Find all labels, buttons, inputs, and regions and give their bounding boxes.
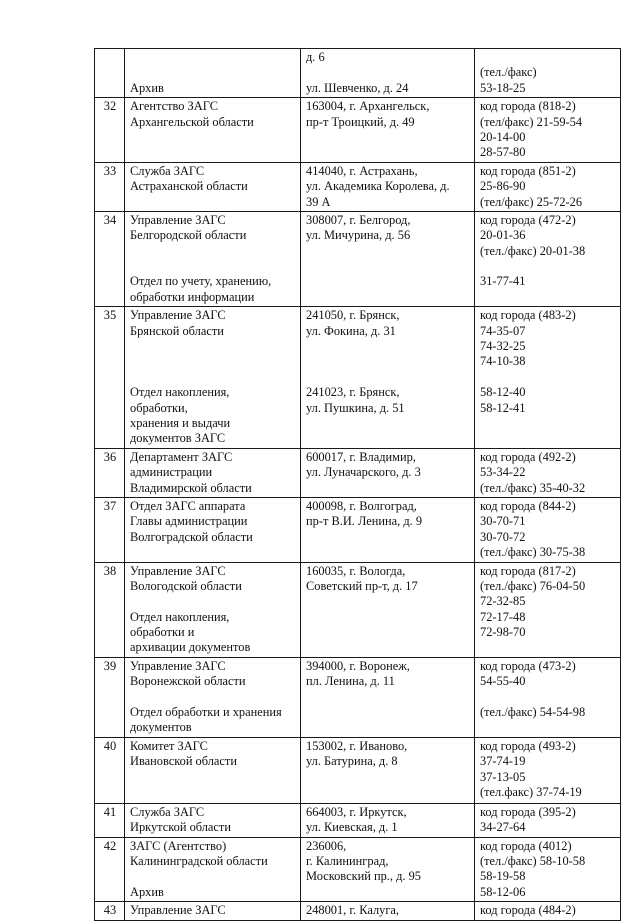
- address-line: г. Калининград,: [306, 853, 389, 868]
- row-number: 41: [103, 804, 117, 819]
- organization-cell: [125, 562, 301, 657]
- phone-cell: [475, 562, 621, 657]
- address-line: ул. Пушкина, д. 51: [306, 400, 405, 415]
- phone-line: код города (484-2): [480, 903, 576, 918]
- row-number-cell: [95, 737, 125, 803]
- row-number: 43: [103, 903, 117, 918]
- phone-line: код города (4012): [480, 838, 572, 853]
- address-line: 248001, г. Калуга,: [306, 903, 400, 918]
- registry-offices-table: [94, 48, 621, 921]
- organization-line: [130, 259, 296, 274]
- organization-line: обработки информации: [130, 289, 255, 304]
- address-line: ул. Академика Королева, д.: [306, 179, 450, 194]
- organization-cell: [125, 497, 301, 562]
- phone-line: (тел./факс) 58-10-58: [480, 853, 586, 868]
- address-cell: [301, 497, 475, 562]
- phone-line: 74-10-38: [480, 354, 526, 369]
- row-number: 34: [103, 212, 117, 227]
- organization-line: администрации: [130, 465, 213, 480]
- organization-line: Отдел по учету, хранению,: [130, 274, 272, 289]
- address-line: 160035, г. Вологда,: [306, 563, 406, 578]
- organization-cell: [125, 837, 301, 902]
- address-line: 241050, г. Брянск,: [306, 308, 400, 323]
- row-number-cell: [95, 497, 125, 562]
- phone-line: 37-74-19: [480, 754, 526, 769]
- phone-line: 58-12-06: [480, 884, 526, 899]
- phone-cell: [475, 737, 621, 803]
- address-cell: [301, 448, 475, 497]
- phone-line: (тел/факс) 21-59-54: [480, 114, 583, 129]
- phone-cell: [475, 162, 621, 211]
- organization-cell: [125, 307, 301, 449]
- address-cell: [301, 49, 475, 98]
- organization-line: Астраханской области: [130, 179, 248, 194]
- organization-line: Главы администрации: [130, 514, 248, 529]
- phone-line: код города (395-2): [480, 804, 576, 819]
- row-number: 33: [103, 163, 117, 178]
- phone-line: [480, 50, 616, 65]
- phone-cell: [475, 657, 621, 737]
- phone-line: код города (483-2): [480, 308, 576, 323]
- organization-line: Служба ЗАГС: [130, 163, 205, 178]
- address-line: ул. Киевская, д. 1: [306, 820, 398, 835]
- row-number-cell: [95, 902, 125, 921]
- address-line: [306, 370, 470, 385]
- organization-line: Управление ЗАГС: [130, 308, 226, 323]
- organization-line: архивации документов: [130, 640, 251, 655]
- phone-line: код города (844-2): [480, 498, 576, 513]
- address-line: 241023, г. Брянск,: [306, 385, 400, 400]
- phone-line: 30-70-71: [480, 514, 526, 529]
- phone-line: 37-13-05: [480, 769, 526, 784]
- address-line: 39 А: [306, 194, 331, 209]
- organization-cell: [125, 657, 301, 737]
- phone-line: код города (493-2): [480, 738, 576, 753]
- phone-line: код города (472-2): [480, 212, 576, 227]
- address-line: 664003, г. Иркутск,: [306, 804, 407, 819]
- organization-cell: [125, 49, 301, 98]
- address-line: Советский пр-т, д. 17: [306, 578, 418, 593]
- organization-line: Белгородской области: [130, 228, 247, 243]
- phone-line: [480, 259, 616, 274]
- phone-line: 54-55-40: [480, 674, 526, 689]
- table-row: [95, 837, 621, 902]
- table-row: [95, 307, 621, 449]
- phone-line: код города (473-2): [480, 658, 576, 673]
- organization-line: обработки и: [130, 625, 195, 640]
- address-line: 394000, г. Воронеж,: [306, 658, 410, 673]
- phone-line: 25-86-90: [480, 179, 526, 194]
- phone-line: (тел./факс) 54-54-98: [480, 705, 586, 720]
- phone-cell: [475, 98, 621, 163]
- organization-line: Комитет ЗАГС: [130, 738, 208, 753]
- row-number-cell: [95, 162, 125, 211]
- phone-line: [480, 690, 616, 705]
- phone-line: код города (851-2): [480, 163, 576, 178]
- table-row: [95, 803, 621, 837]
- organization-line: Управление ЗАГС: [130, 903, 226, 918]
- row-number: 37: [103, 498, 117, 513]
- address-line: 236006,: [306, 838, 347, 853]
- phone-line: (тел./факс) 35-40-32: [480, 480, 586, 495]
- organization-line: [130, 244, 296, 259]
- organization-line: ЗАГС (Агентство): [130, 838, 227, 853]
- row-number: 35: [103, 308, 117, 323]
- address-line: 308007, г. Белгород,: [306, 212, 411, 227]
- organization-line: [130, 65, 296, 80]
- organization-cell: [125, 98, 301, 163]
- address-line: 163004, г. Архангельск,: [306, 99, 430, 114]
- phone-cell: [475, 307, 621, 449]
- organization-line: документов ЗАГС: [130, 431, 226, 446]
- row-number: 38: [103, 563, 117, 578]
- organization-line: Отдел обработки и хранения: [130, 705, 282, 720]
- organization-line: Управление ЗАГС: [130, 212, 226, 227]
- phone-line: 58-12-41: [480, 400, 526, 415]
- address-cell: [301, 837, 475, 902]
- organization-line: Агентство ЗАГС: [130, 99, 218, 114]
- organization-cell: [125, 162, 301, 211]
- address-line: [306, 65, 470, 80]
- address-cell: [301, 902, 475, 921]
- organization-line: хранения и выдачи: [130, 415, 231, 430]
- phone-line: (тел./факс) 20-01-38: [480, 243, 586, 258]
- phone-line: 28-57-80: [480, 145, 526, 160]
- table-row: [95, 448, 621, 497]
- organization-line: Иркутской области: [130, 820, 231, 835]
- table-row: [95, 162, 621, 211]
- organization-line: [130, 339, 296, 354]
- organization-line: документов: [130, 720, 192, 735]
- table-row: [95, 211, 621, 306]
- phone-cell: [475, 448, 621, 497]
- phone-line: (тел/факс) 25-72-26: [480, 194, 583, 209]
- phone-cell: [475, 49, 621, 98]
- organization-cell: [125, 803, 301, 837]
- row-number: 36: [103, 449, 117, 464]
- organization-line: Управление ЗАГС: [130, 658, 226, 673]
- organization-line: Калининградской области: [130, 853, 268, 868]
- row-number-cell: [95, 657, 125, 737]
- organization-cell: [125, 448, 301, 497]
- table-row: [95, 562, 621, 657]
- row-number-cell: [95, 448, 125, 497]
- phone-line: 58-12-40: [480, 385, 526, 400]
- address-cell: [301, 657, 475, 737]
- table-row: [95, 49, 621, 98]
- organization-line: [130, 370, 296, 385]
- organization-line: Вологодской области: [130, 578, 242, 593]
- phone-cell: [475, 497, 621, 562]
- organization-line: [130, 594, 296, 609]
- address-line: пр-т Троицкий, д. 49: [306, 114, 415, 129]
- row-number: 39: [103, 658, 117, 673]
- row-number-cell: [95, 307, 125, 449]
- phone-line: 72-98-70: [480, 625, 526, 640]
- address-line: [306, 339, 470, 354]
- address-line: д. 6: [306, 50, 325, 64]
- address-line: пл. Ленина, д. 11: [306, 674, 395, 689]
- row-number-cell: [95, 211, 125, 306]
- row-number-cell: [95, 803, 125, 837]
- phone-line: 74-35-07: [480, 323, 526, 338]
- phone-line: (тел./факс) 76-04-50: [480, 578, 586, 593]
- row-number-cell: [95, 49, 125, 98]
- phone-cell: [475, 902, 621, 921]
- table-row: [95, 497, 621, 562]
- phone-line: 20-01-36: [480, 228, 526, 243]
- address-line: ул. Батурина, д. 8: [306, 754, 398, 769]
- phone-line: 72-32-85: [480, 594, 526, 609]
- address-line: 400098, г. Волгоград,: [306, 498, 417, 513]
- row-number-cell: [95, 98, 125, 163]
- organization-line: [130, 869, 296, 884]
- organization-line: [130, 354, 296, 369]
- phone-line: 53-18-25: [480, 80, 526, 95]
- organization-cell: [125, 737, 301, 803]
- address-line: ул. Мичурина, д. 56: [306, 228, 411, 243]
- phone-line: 58-19-58: [480, 869, 526, 884]
- phone-cell: [475, 837, 621, 902]
- address-line: 153002, г. Иваново,: [306, 738, 408, 753]
- organization-cell: [125, 902, 301, 921]
- table-row: [95, 657, 621, 737]
- organization-line: [130, 50, 296, 65]
- phone-line: код города (492-2): [480, 449, 576, 464]
- organization-line: Волгоградской области: [130, 529, 253, 544]
- row-number-cell: [95, 562, 125, 657]
- phone-line: 72-17-48: [480, 609, 526, 624]
- organization-line: Воронежской области: [130, 674, 246, 689]
- organization-line: Владимирской области: [130, 480, 252, 495]
- address-cell: [301, 307, 475, 449]
- phone-line: код города (818-2): [480, 99, 576, 114]
- address-cell: [301, 737, 475, 803]
- address-line: пр-т В.И. Ленина, д. 9: [306, 514, 423, 529]
- row-number-cell: [95, 837, 125, 902]
- phone-line: (тел./факс) 30-75-38: [480, 545, 586, 560]
- phone-cell: [475, 211, 621, 306]
- organization-line: Отдел накопления,: [130, 385, 230, 400]
- organization-line: Служба ЗАГС: [130, 804, 205, 819]
- organization-line: Отдел накопления,: [130, 609, 230, 624]
- address-line: ул. Фокина, д. 31: [306, 323, 396, 338]
- organization-line: Ивановской области: [130, 754, 237, 769]
- address-cell: [301, 162, 475, 211]
- phone-line: 30-70-72: [480, 529, 526, 544]
- table-row: [95, 902, 621, 921]
- row-number: 32: [103, 99, 117, 114]
- organization-cell: [125, 211, 301, 306]
- phone-line: 74-32-25: [480, 339, 526, 354]
- organization-line: Архив: [130, 80, 164, 95]
- row-number: 42: [103, 838, 117, 853]
- address-line: [306, 354, 470, 369]
- phone-line: 20-14-00: [480, 129, 526, 144]
- phone-line: 34-27-64: [480, 820, 526, 835]
- organization-line: Департамент ЗАГС: [130, 449, 233, 464]
- row-number: 40: [103, 738, 117, 753]
- organization-line: Брянской области: [130, 323, 224, 338]
- address-line: ул. Луначарского, д. 3: [306, 465, 421, 480]
- organization-line: Управление ЗАГС: [130, 563, 226, 578]
- address-line: Московский пр., д. 95: [306, 869, 421, 884]
- address-line: 414040, г. Астрахань,: [306, 163, 418, 178]
- phone-line: (тел.факс) 37-74-19: [480, 784, 582, 799]
- address-cell: [301, 803, 475, 837]
- address-line: 600017, г. Владимир,: [306, 449, 416, 464]
- phone-cell: [475, 803, 621, 837]
- phone-line: 53-34-22: [480, 465, 526, 480]
- table-row: [95, 98, 621, 163]
- organization-line: Архив: [130, 884, 164, 899]
- address-cell: [301, 562, 475, 657]
- organization-line: обработки,: [130, 400, 188, 415]
- address-line: ул. Шевченко, д. 24: [306, 80, 409, 95]
- phone-line: 31-77-41: [480, 274, 526, 289]
- phone-line: [480, 370, 616, 385]
- table-row: [95, 737, 621, 803]
- organization-line: Архангельской области: [130, 114, 254, 129]
- address-cell: [301, 98, 475, 163]
- phone-line: код города (817-2): [480, 563, 576, 578]
- phone-line: (тел./факс): [480, 65, 537, 80]
- organization-line: Отдел ЗАГС аппарата: [130, 498, 246, 513]
- organization-line: [130, 690, 296, 705]
- address-cell: [301, 211, 475, 306]
